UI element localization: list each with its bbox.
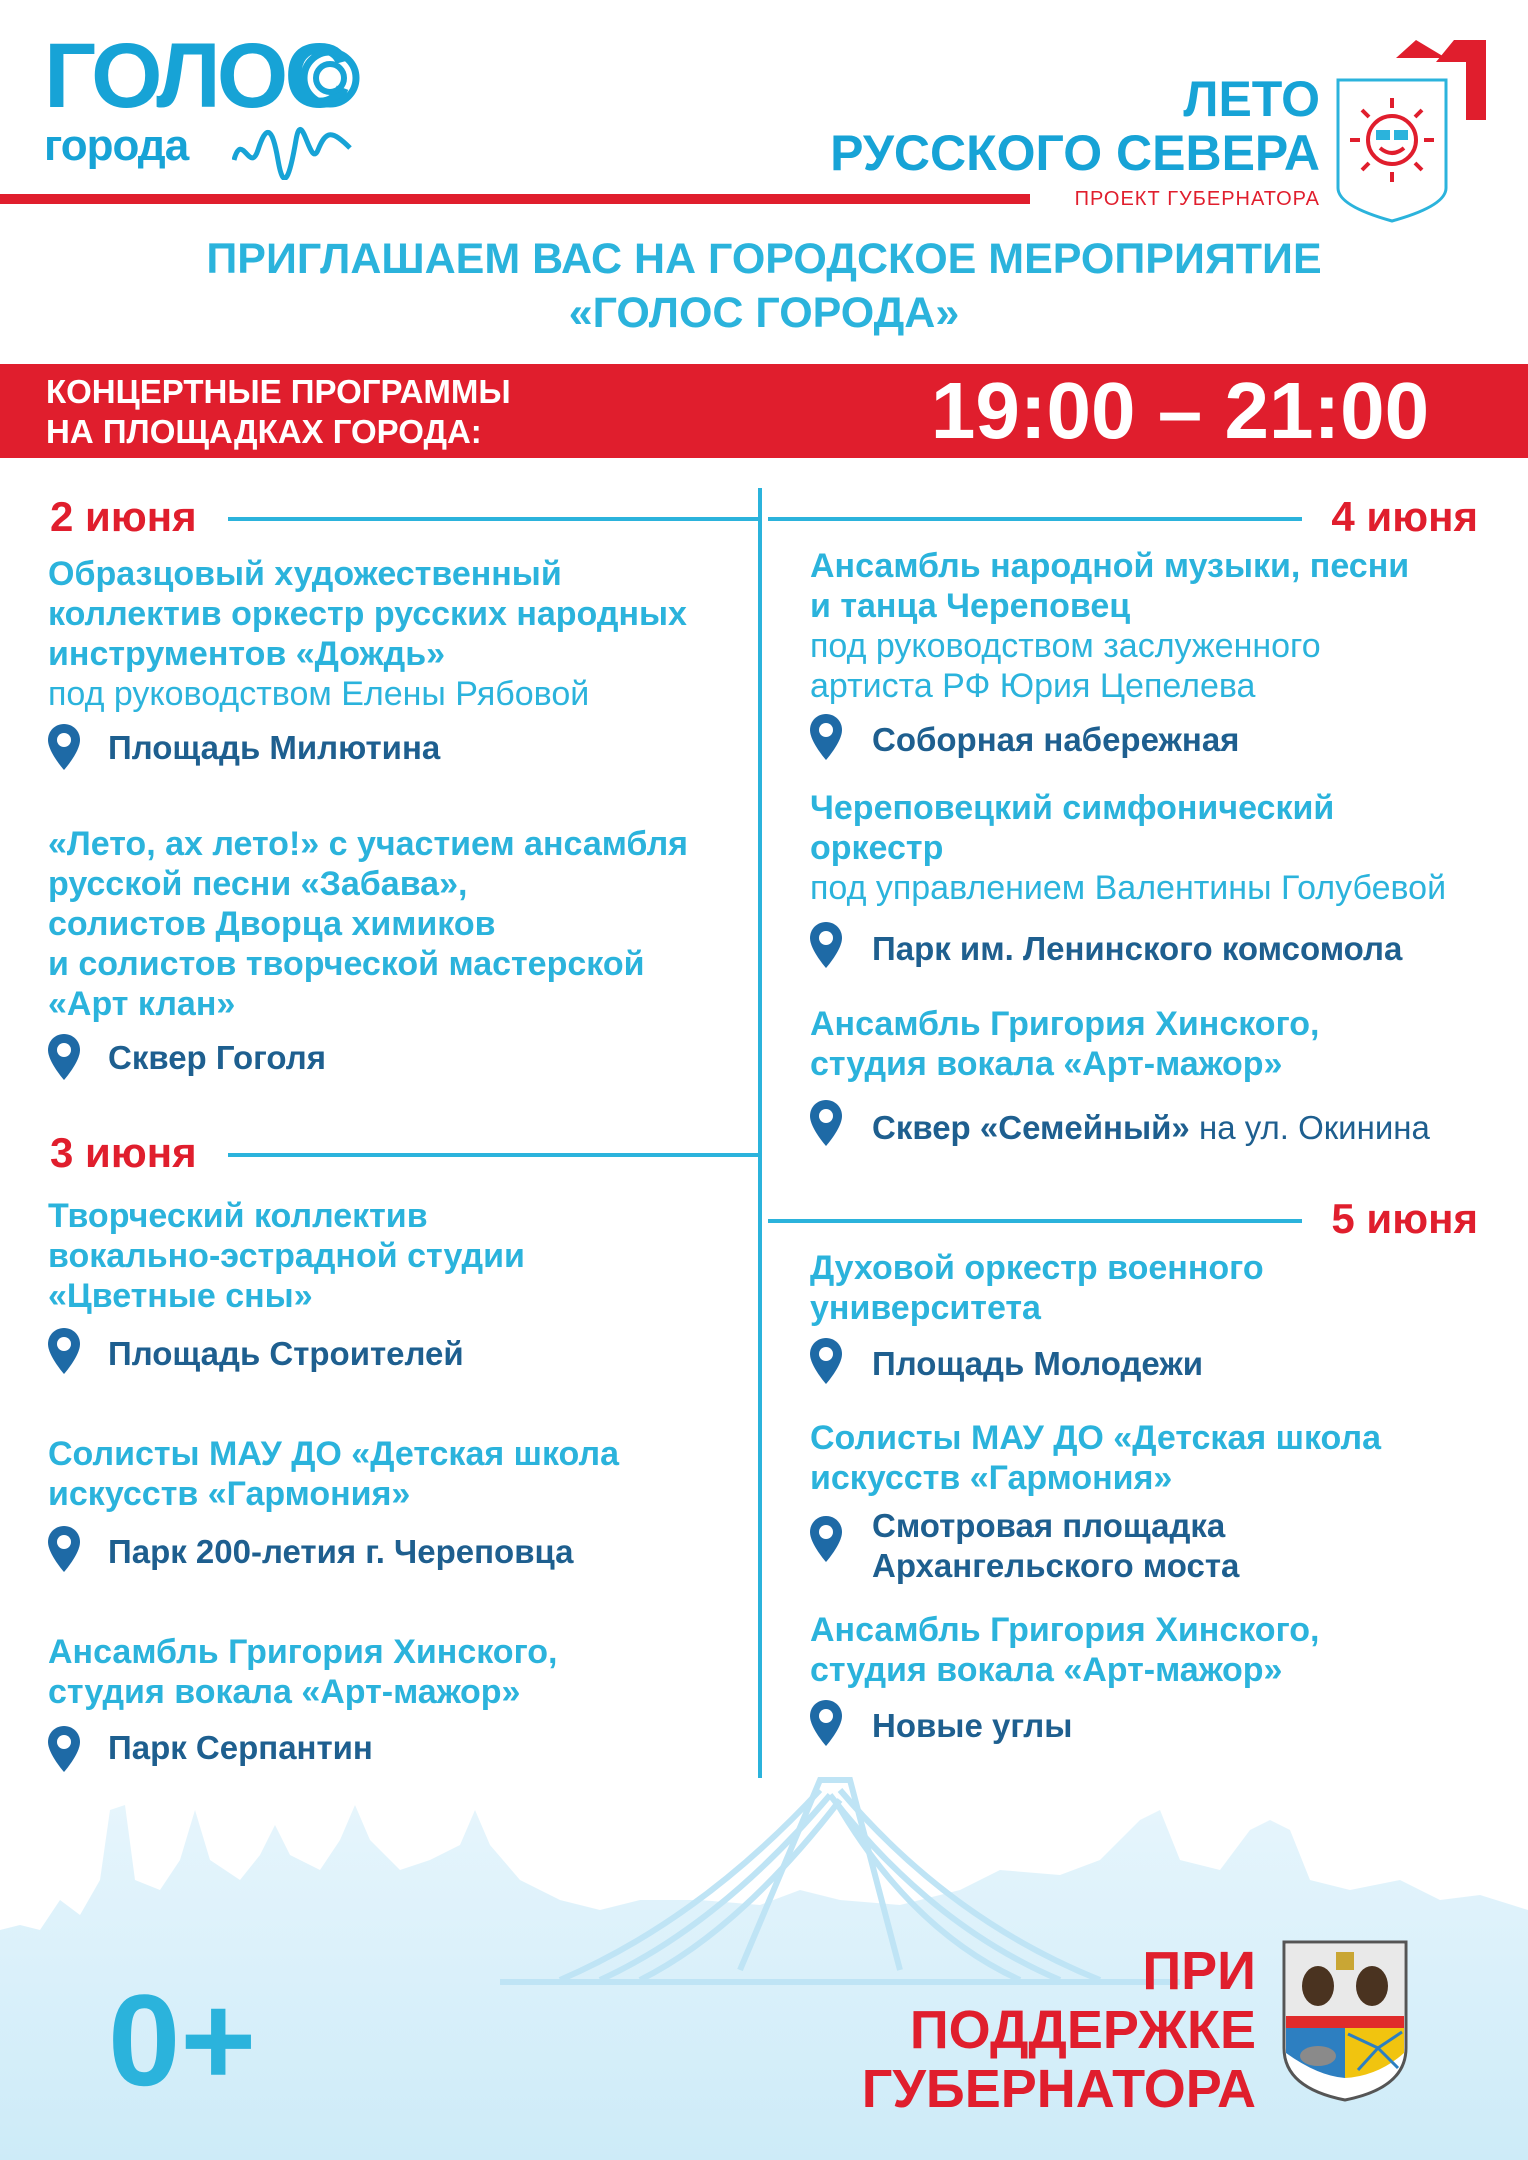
event-title: «Цветные сны» (48, 1277, 313, 1315)
event-title: Духовой оркестр военного (810, 1249, 1264, 1287)
event (810, 1610, 1510, 1690)
event-title: Ансамбль Григория Хинского, (810, 1005, 1320, 1043)
event-location-line: Смотровая площадка (872, 1507, 1226, 1544)
band-caption-line1: КОНЦЕРТНЫЕ ПРОГРАММЫ (46, 373, 511, 410)
event (48, 554, 748, 714)
coat-of-arms-icon (1278, 1938, 1412, 2104)
invite-title-line1: ПРИГЛАШАЕМ ВАС НА ГОРОДСКОЕ МЕРОПРИЯТИЕ (206, 235, 1322, 283)
location-pin-icon (810, 1700, 842, 1746)
event (810, 788, 1520, 908)
event-location: Соборная набережная (872, 721, 1240, 758)
event-title: студия вокала «Арт-мажор» (810, 1045, 1283, 1083)
event (48, 1632, 748, 1712)
event-title: русской песни «Забава», (48, 865, 468, 903)
event-title: Солисты МАУ ДО «Детская школа (48, 1435, 619, 1473)
location-pin-icon (810, 1338, 842, 1384)
day-divider-line (768, 1219, 1302, 1223)
location-pin-icon (48, 1526, 80, 1572)
event-location: Площадь Строителей (108, 1335, 464, 1372)
day-label: 4 июня (1331, 493, 1478, 540)
event-location: Новые углы (872, 1707, 1073, 1744)
location-pin-icon (810, 1100, 842, 1146)
day-divider-line (768, 517, 1302, 521)
event-leader: под руководством Елены Рябовой (48, 675, 590, 713)
event-title: оркестр (810, 829, 944, 867)
event (810, 1248, 1510, 1328)
event-location: Парк 200-летия г. Череповца (108, 1533, 574, 1570)
event (48, 824, 758, 1024)
event-title: Солисты МАУ ДО «Детская школа (810, 1419, 1381, 1457)
event-title: Ансамбль Григория Хинского, (810, 1611, 1320, 1649)
logo-golos: ГОЛОС (44, 25, 347, 127)
event-title: Образцовый художественный (48, 555, 562, 593)
location-pin-icon (810, 714, 842, 760)
event-title: Череповецкий симфонический (810, 789, 1335, 827)
event (810, 546, 1510, 706)
day-divider-line (228, 1153, 762, 1157)
event-title: коллектив оркестр русских народных (48, 595, 687, 633)
logo-goroda: города (44, 121, 189, 170)
support-line3: ГУБЕРНАТОРА (861, 2059, 1256, 2119)
event (810, 1418, 1510, 1498)
event (48, 1434, 748, 1514)
event-location: Площадь Милютина (108, 729, 441, 766)
event-title: Ансамбль Григория Хинского, (48, 1633, 558, 1671)
logo-wave-icon (232, 120, 352, 180)
location-pin-icon (48, 724, 80, 770)
event-title: солистов Дворца химиков (48, 905, 496, 943)
event-title: университета (810, 1289, 1041, 1327)
event-title: «Арт клан» (48, 985, 236, 1023)
event-title: и танца Череповец (810, 587, 1131, 625)
event-title: искусств «Гармония» (48, 1475, 411, 1513)
event-title: студия вокала «Арт-мажор» (810, 1651, 1283, 1689)
event-title: искусств «Гармония» (810, 1459, 1173, 1497)
event-location-name: Сквер «Семейный» (872, 1109, 1190, 1146)
age-rating: 0+ (108, 1967, 257, 2113)
event (810, 1004, 1510, 1084)
header-divider (0, 194, 1030, 204)
day-label: 2 июня (50, 493, 197, 540)
column-divider (758, 488, 762, 1778)
event-title: вокально-эстрадной студии (48, 1237, 525, 1275)
event-location: Парк им. Ленинского комсомола (872, 930, 1403, 967)
event (48, 1196, 748, 1316)
event-title: Ансамбль народной музыки, песни (810, 547, 1410, 585)
logo-circles-icon (300, 40, 360, 110)
governor-project-label: ПРОЕКТ ГУБЕРНАТОРА (1074, 188, 1320, 210)
location-pin-icon (48, 1328, 80, 1374)
summer-title-line2: РУССКОГО СЕВЕРА (830, 125, 1320, 181)
day-divider-line (228, 517, 762, 521)
event-location: Парк Серпантин (108, 1729, 373, 1766)
event-title: студия вокала «Арт-мажор» (48, 1673, 521, 1711)
event-title: Творческий коллектив (48, 1197, 428, 1235)
event-location: Площадь Молодежи (872, 1345, 1204, 1382)
day-label: 5 июня (1331, 1195, 1478, 1242)
event-leader: артиста РФ Юрия Цепелева (810, 667, 1256, 705)
arrow-icon (1396, 40, 1486, 120)
summer-title-line1: ЛЕТО (1183, 71, 1320, 127)
event-location-line: Архангельского моста (872, 1547, 1240, 1584)
support-line1: ПРИ (1142, 1941, 1256, 2001)
day-label: 3 июня (50, 1129, 197, 1176)
event-title: и солистов творческой мастерской (48, 945, 645, 983)
concert-time: 19:00 – 21:00 (930, 366, 1430, 455)
location-pin-icon (810, 922, 842, 968)
event-location-street: на ул. Окинина (1189, 1109, 1430, 1146)
event-title: инструментов «Дождь» (48, 635, 446, 673)
band-caption (46, 372, 511, 451)
support-line2: ПОДДЕРЖКЕ (909, 2000, 1256, 2060)
event-title: «Лето, ах лето!» с участием ансамбля (48, 825, 689, 863)
band-caption-line2: НА ПЛОЩАДКАХ ГОРОДА: (46, 412, 482, 450)
invite-title-line2: «ГОЛОС ГОРОДА» (568, 289, 960, 337)
location-pin-icon (48, 1034, 80, 1080)
event-leader: под управлением Валентины Голубевой (810, 869, 1447, 907)
event-leader: под руководством заслуженного (810, 627, 1321, 665)
location-pin-icon (810, 1516, 842, 1562)
event-location (872, 1108, 1430, 1148)
event-location: Сквер Гоголя (108, 1039, 326, 1076)
event-location (872, 1506, 1239, 1586)
